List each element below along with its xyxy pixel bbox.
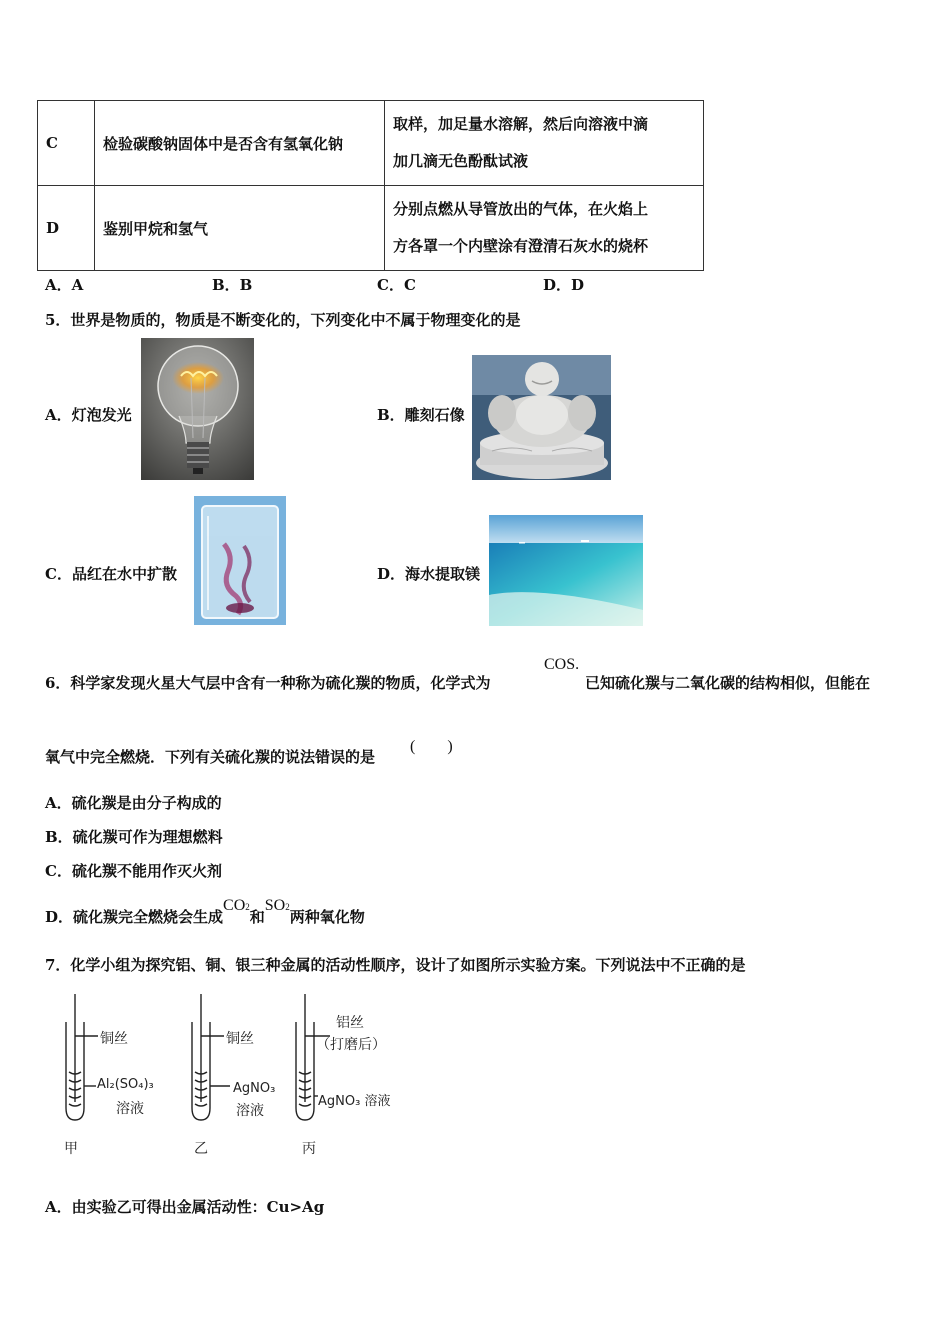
q6-option-c: C．硫化羰不能用作灭火剂 — [45, 862, 222, 880]
tube3-wire-label: 铝丝 — [336, 1015, 364, 1031]
table-row — [38, 186, 704, 271]
table-row — [38, 101, 704, 186]
tube1-solution-label2: 溶液 — [116, 1101, 144, 1117]
q4-option-a: A．A — [45, 276, 84, 294]
row-item: 鉴别甲烷和氢气 — [95, 186, 385, 271]
options-table — [37, 100, 704, 271]
beaker-dye-image — [194, 496, 286, 625]
tube1-name: 甲 — [64, 1141, 78, 1157]
q5-option-a: A．灯泡发光 — [45, 406, 132, 424]
tube2-solution-label2: 溶液 — [236, 1103, 264, 1119]
tube3-wire-label2: （打磨后） — [316, 1037, 386, 1053]
test-tubes-svg — [50, 990, 430, 1160]
q6-stem-line1: 6．科学家发现火星大气层中含有一种称为硫化羰的物质，化学式为 — [45, 674, 491, 692]
tube1-wire-label: 铜丝 — [100, 1031, 128, 1047]
q4-option-b: B．B — [212, 276, 253, 294]
tube2-solution-label: AgNO₃ — [233, 1081, 276, 1096]
q6-formula: COS. — [544, 656, 580, 673]
tube3-name: 丙 — [302, 1141, 316, 1157]
q5-stem: 5．世界是物质的，物质是不断变化的，下列变化中不属于物理变化的是 — [45, 311, 521, 329]
row-letter: C — [38, 101, 95, 186]
q4-option-d: D．D — [543, 276, 585, 294]
tube3-solution-label: AgNO₃ 溶液 — [318, 1094, 391, 1109]
tube2-name: 乙 — [194, 1141, 208, 1157]
q5-option-b: B．雕刻石像 — [377, 406, 465, 424]
tube2-wire-label: 铜丝 — [226, 1031, 254, 1047]
q7-option-a: A．由实验乙可得出金属活动性：Cu>Ag — [45, 1198, 325, 1216]
row-letter: D — [38, 186, 95, 271]
tube1-solution-label: Al₂(SO₄)₃ — [97, 1077, 154, 1092]
row-method: 取样，加足量水溶解，然后向溶液中滴 加几滴无色酚酞试液 — [385, 101, 704, 186]
q4-option-c: C．C — [377, 276, 416, 294]
so2-formula: SO — [264, 897, 286, 914]
q6-option-a: A．硫化羰是由分子构成的 — [45, 794, 222, 812]
q6-answer-paren: ( ) — [410, 738, 453, 755]
q6-option-b: B．硫化羰可作为理想燃料 — [45, 828, 223, 846]
q6-option-d: D．硫化羰完全燃烧会生成CO2和SO2两种氧化物 — [45, 897, 365, 926]
q5-option-d: D．海水提取镁 — [377, 565, 481, 583]
row-method: 分别点燃从导管放出的气体，在火焰上 方各罩一个内壁涂有澄清石灰水的烧杯 — [385, 186, 704, 271]
q5-option-c: C．品红在水中扩散 — [45, 565, 177, 583]
q7-stem: 7．化学小组为探究铝、铜、银三种金属的活动性顺序，设计了如图所示实验方案。下列说法中不正确的是 — [45, 956, 746, 974]
stone-statue-image — [472, 355, 611, 480]
co2-formula: CO — [223, 897, 246, 914]
q6-stem-line2: 氧气中完全燃烧．下列有关硫化羰的说法错误的是 — [45, 748, 376, 766]
q6-stem-line1b: 已知硫化羰与二氧化碳的结构相似，但能在 — [585, 674, 871, 692]
sea-image — [489, 515, 643, 626]
row-item: 检验碳酸钠固体中是否含有氢氧化钠 — [95, 101, 385, 186]
light-bulb-image — [141, 338, 254, 480]
